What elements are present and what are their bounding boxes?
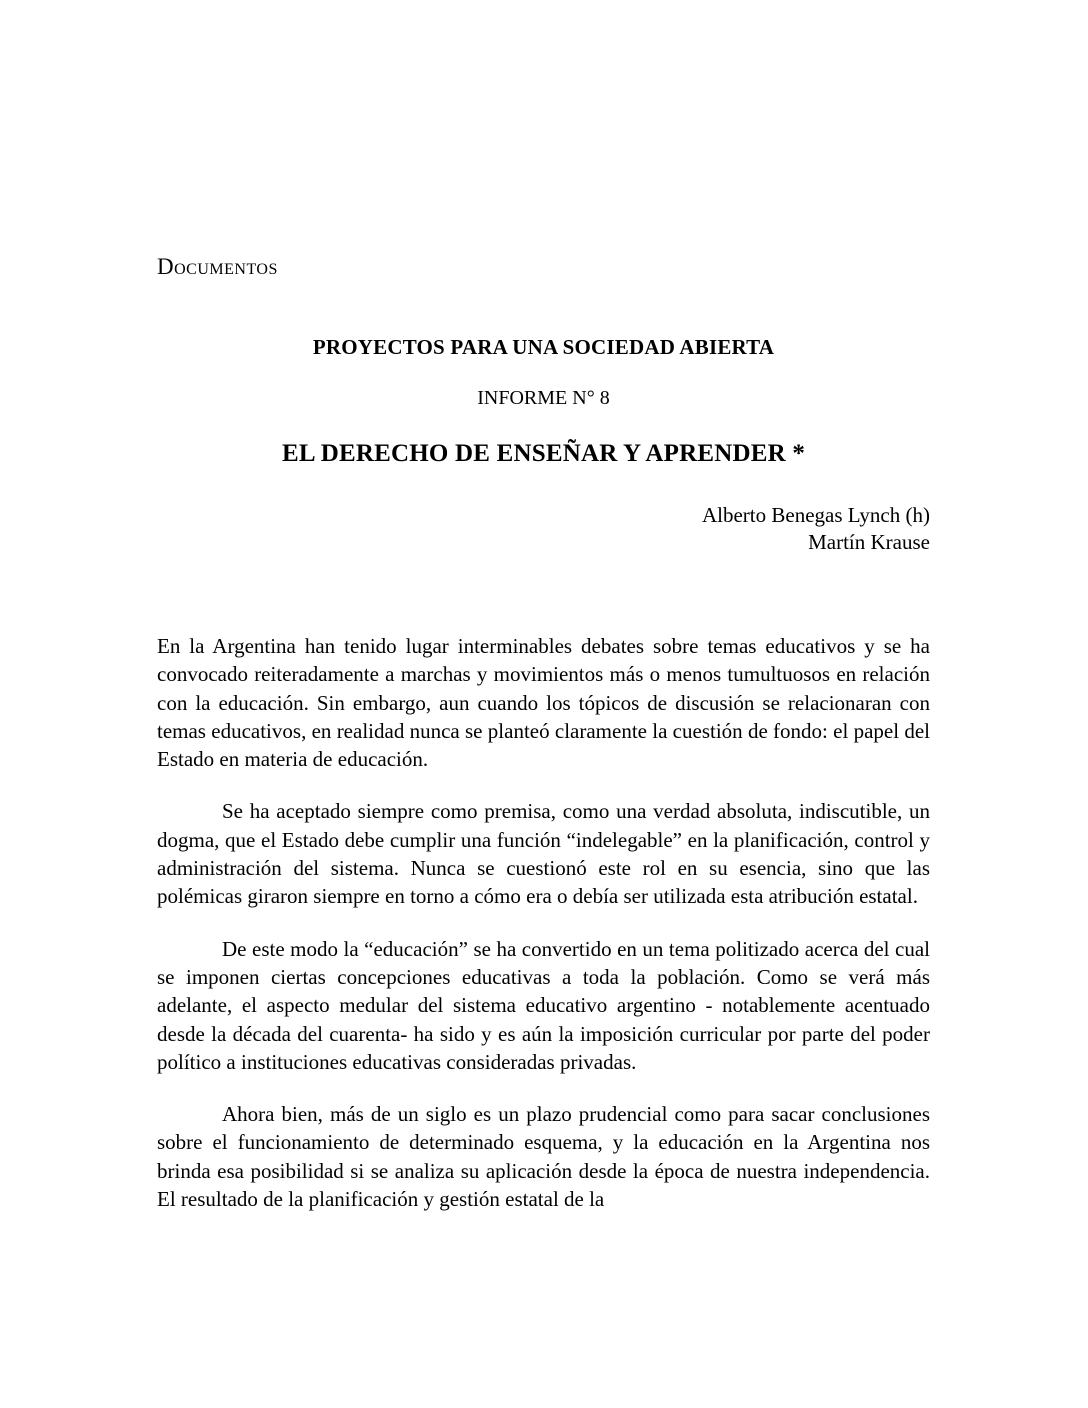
author-line-2: Martín Krause bbox=[808, 530, 930, 554]
document-body bbox=[157, 632, 930, 1213]
document-content bbox=[157, 255, 930, 1237]
series-title: PROYECTOS PARA UNA SOCIEDAD ABIERTA bbox=[312, 335, 775, 359]
body-paragraph-1: En la Argentina han tenido lugar interminables debates sobre temas educativos y se ha convocado reiteradamente a marchas y movimientos más o menos tumultuosos en relación con la educación. Sin embargo, aun cuando los tópicos de discusión se relacionaran con temas educativos, en realidad nunca se planteó claramente la cuestión de fondo: el papel del Estado en materia de educación. bbox=[157, 634, 930, 772]
body-paragraph-2: Se ha aceptado siempre como premisa, como una verdad absoluta, indiscutible, un dogma, que el Estado debe cumplir una función “indelegable” en la planificación, control y administración del sistema. Nunca se cuestionó este rol en su esencia, sino que las polémicas giraron siempre en torno a cómo era o debía ser utilizada esta atribución estatal. bbox=[157, 799, 930, 909]
body-paragraph-4: Ahora bien, más de un siglo es un plazo prudencial como para sacar conclusiones sobre el funcionamiento de determinado esquema, y la educación en la Argentina nos brinda esa posibilidad si se analiza su aplicación desde la época de nuestra independencia. El resultado de la planificación y gestión estatal de la bbox=[157, 1102, 930, 1212]
author-block bbox=[157, 502, 930, 556]
document-title: EL DERECHO DE ENSEÑAR Y APRENDER * bbox=[281, 440, 806, 467]
document-kicker: Documentos bbox=[157, 254, 278, 279]
report-number: INFORME N° 8 bbox=[477, 387, 610, 409]
body-paragraph-3: De este modo la “educación” se ha convertido en un tema politizado acerca del cual se imponen ciertas concepciones educativas a toda la población. Como se verá más adelante, el aspecto medular del sistema educativo argentino - notablemente acentuado desde la década del cuarenta- ha sido y es aún la imposición curricular por parte del poder político a instituciones educativas consideradas privadas. bbox=[157, 936, 930, 1074]
author-line-1: Alberto Benegas Lynch (h) bbox=[701, 503, 930, 527]
